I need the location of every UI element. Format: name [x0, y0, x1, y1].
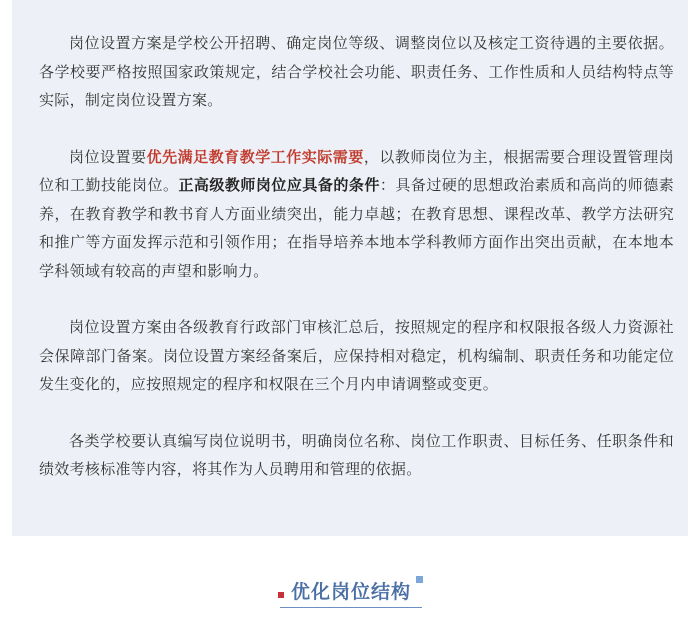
blue-square-icon	[416, 576, 423, 583]
red-square-icon	[278, 592, 284, 598]
paragraph-2-bold-term: 正高级教师岗位应具备的条件	[178, 176, 380, 194]
paragraph-1: 岗位设置方案是学校公开招聘、确定岗位等级、调整岗位以及核定工资待遇的主要依据。各学校要严格按照国家政策规定，结合学校社会功能、职责任务、工作性质和人员结构特点等实际，制定岗位设置方案。	[39, 34, 674, 109]
section-underline	[280, 607, 422, 608]
paragraph-2	[39, 143, 674, 286]
paragraph-2-middle: ，以教师岗位为主，根据需要合理设置管理岗位和工勤技能岗位。	[39, 147, 674, 194]
paragraph-4: 各类学校要认真编写岗位说明书，明确岗位名称、岗位工作职责、目标任务、任职条件和绩效考核标准等内容，将其作为人员聘用和管理的依据。	[39, 431, 674, 478]
content-panel	[12, 0, 688, 536]
paragraph-2-highlight: 优先满足教育教学工作实际需要	[146, 147, 364, 166]
paragraph-2-intro: 岗位设置要	[69, 147, 147, 166]
section-title: 优化岗位结构	[291, 581, 412, 603]
section-heading	[276, 572, 426, 612]
paragraph-3: 岗位设置方案由各级教育行政部门审核汇总后，按照规定的程序和权限报各级人力资源社会保障部门备案。岗位设置方案经备案后，应保持相对稳定，机构编制、职责任务和功能定位发生变化的，应按照规定的程序和权限在三个月内申请调整或变更。	[39, 318, 674, 393]
paragraph-2-conditions: ：具备过硬的思想政治素质和高尚的师德素养，在教育教学和教书育人方面业绩突出，能力卓越；在教育思想、课程改革、教学方法研究和推广等方面发挥示范和引领作用；在指导培养本地本学科教师方面作出突出贡献，在本地本学科领域有较高的声望和影响力。	[39, 176, 675, 280]
